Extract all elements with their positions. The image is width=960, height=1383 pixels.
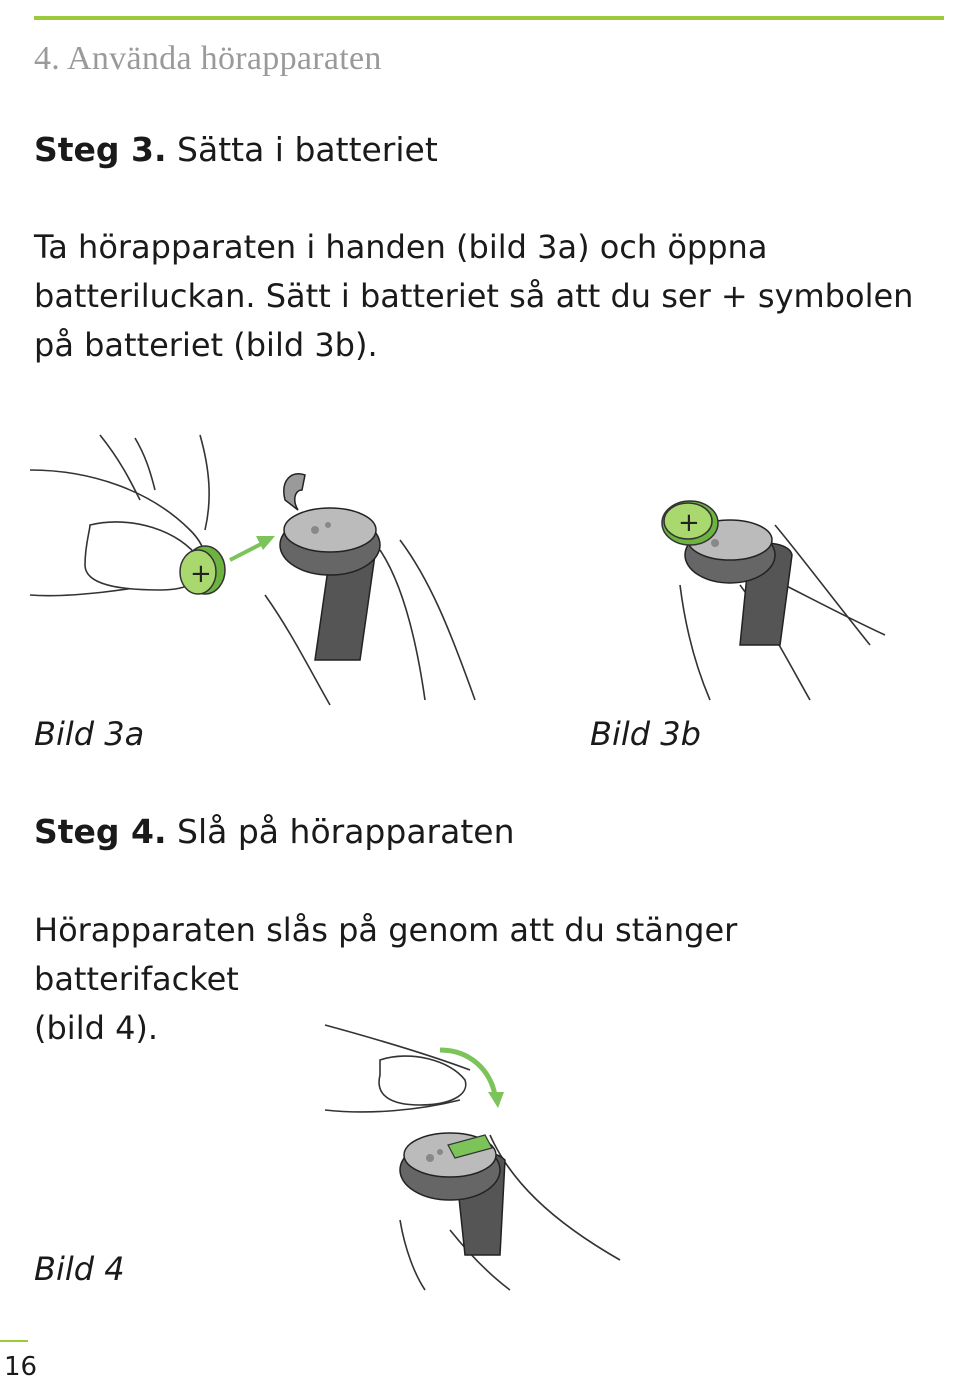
- step3-line-3: på batteriet (bild 3b).: [34, 326, 378, 364]
- step4-title: Slå på hörapparaten: [166, 812, 515, 851]
- illustration-bild-4: [320, 1020, 640, 1290]
- step3-paragraph: [34, 223, 944, 370]
- hearing-aid-3b: [662, 501, 792, 645]
- step4-line-1: Hörapparaten slås på genom att du stänger batterifacket: [34, 911, 738, 998]
- step3-line-1: Ta hörapparaten i handen (bild 3a) och öppna: [34, 228, 768, 266]
- caption-bild-3a: Bild 3a: [34, 715, 145, 753]
- battery-plus-3a: +: [190, 559, 212, 589]
- insert-arrow: [230, 542, 265, 560]
- caption-bild-3b: Bild 3b: [590, 715, 701, 753]
- step3-label: Steg 3.: [34, 130, 167, 169]
- chapter-title: 4. Använda hörapparaten: [34, 40, 382, 77]
- step4-line-2: (bild 4).: [34, 1009, 159, 1047]
- step3-line-2: batteriluckan. Sätt i batteriet så att du ser + symbolen: [34, 277, 914, 315]
- illustration-bild-3b: [600, 485, 900, 705]
- caption-bild-4: Bild 4: [34, 1250, 125, 1288]
- hearing-aid-4: [400, 1133, 505, 1255]
- battery-plus-3b: +: [678, 508, 700, 538]
- header-accent-rule: [34, 16, 944, 20]
- hearing-aid-3a: [280, 474, 380, 660]
- step4-label: Steg 4.: [34, 812, 167, 851]
- page-number-accent: [0, 1340, 28, 1342]
- illustration-bild-3a: [30, 430, 490, 705]
- step3-title: Sätta i batteriet: [166, 130, 438, 169]
- page-number: 16: [4, 1352, 38, 1382]
- step3-heading: [34, 130, 438, 169]
- step4-heading: [34, 812, 514, 851]
